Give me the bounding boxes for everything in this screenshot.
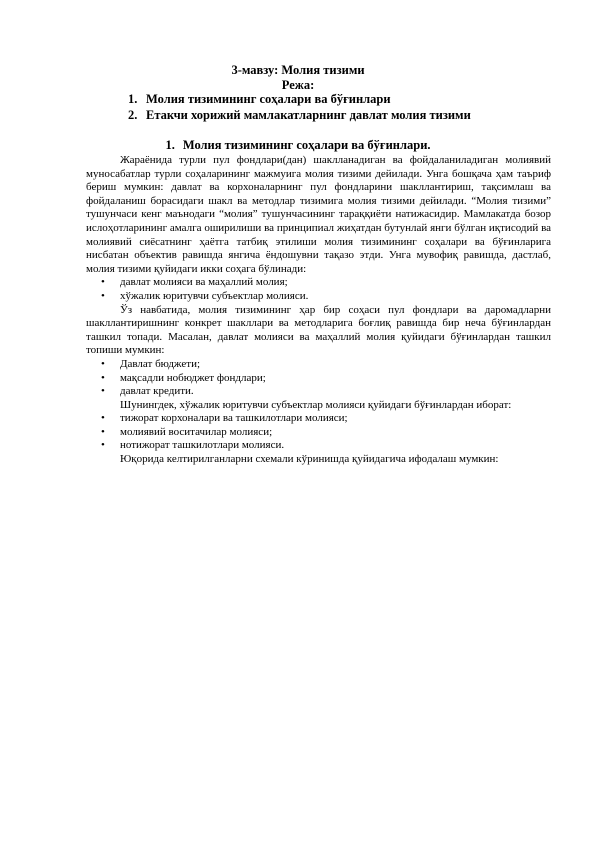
bullet-icon: • bbox=[101, 385, 105, 398]
bullet-icon: • bbox=[101, 425, 105, 438]
list-item-text: Давлат бюджети; bbox=[120, 357, 201, 370]
list-item bbox=[86, 276, 551, 290]
section-body bbox=[86, 154, 551, 467]
bullet-list bbox=[86, 412, 551, 453]
list-item bbox=[86, 385, 551, 399]
list-item-text: нотижорат ташкилотлари молияси. bbox=[120, 439, 285, 452]
list-item-text: давлат кредити. bbox=[120, 385, 194, 398]
plan-list bbox=[128, 91, 471, 123]
section-heading-text: Молия тизимининг соҳалари ва бўғинлари. bbox=[182, 138, 431, 152]
list-item bbox=[86, 412, 551, 426]
paragraph: Жараёнида турли пул фондлари(дан) шаклланадиган ва фойдаланиладиган молиявий муносабатлар турли соҳаларининг мажмуига молия тизими дейилади. Унга бошқача ҳам таъриф бериш мумкин: давлат ва корхоналарнинг пул фондларини шакллантириш, тақсимлаш ва фойдаланиш борасидаги шакл ва методлар тизимига молия тизими дейилади. “Молия тизими” тушунчаси кенг маънодаги “молия” тушунчасининг тараққиёти натижасидир. Мамлакатда бозор ислоҳотларининг амалга оширилиши ва принципиал жиҳатдан бутунлай янги бўлган иқтисодий ва молиявий сиёсатнинг ҳаётга татбиқ этилиши молия тизимининг соҳалари ва бўғинларига нисбатан объектив равишда янгича ёндошувни тақазо этди. Унга мувофиқ равишда, дастлаб, молия тизими қуйидаги икки соҳага бўлинади: bbox=[86, 154, 551, 275]
plan-item bbox=[128, 107, 471, 123]
list-item bbox=[86, 426, 551, 440]
paragraph: Юқорида келтирилганларни схемали кўринишда қуйидагича ифодалаш мумкин: bbox=[120, 453, 499, 466]
bullet-icon: • bbox=[101, 439, 105, 452]
section-heading bbox=[0, 138, 596, 152]
plan-item-text: Молия тизимининг соҳалари ва бўғинлари bbox=[146, 92, 391, 106]
plan-item-number: 2. bbox=[128, 108, 138, 122]
topic-title: 3-мавзу: Молия тизими bbox=[231, 63, 365, 77]
bullet-icon: • bbox=[101, 276, 105, 289]
paragraph: Ўз навбатида, молия тизимининг ҳар бир соҳаси пул фондлари ва даромадларни шакллантиришнинг конкрет шакллари ва методларига боғлиқ равишда бир неча бўғинлардан ташкил топади. Масалан, давлат молияси ва маҳаллий молия қуйидаги бўғинлардан ташкил топиши мумкин: bbox=[86, 303, 551, 357]
section-number: 1. bbox=[165, 138, 175, 152]
bullet-list bbox=[86, 358, 551, 399]
plan-item-text: Етакчи хорижий мамлакатларнинг давлат молия тизими bbox=[146, 108, 471, 122]
plan-label: Режа: bbox=[281, 78, 315, 92]
list-item bbox=[86, 372, 551, 386]
list-item bbox=[86, 358, 551, 372]
list-item-text: мақсадли нобюджет фондлари; bbox=[120, 371, 266, 384]
plan-item-number: 1. bbox=[128, 92, 138, 106]
list-item bbox=[86, 439, 551, 453]
list-item-text: хўжалик юритувчи субъектлар молияси. bbox=[120, 289, 309, 302]
bullet-list bbox=[86, 276, 551, 303]
list-item-text: тижорат корхоналари ва ташкилотлари молияси; bbox=[120, 412, 348, 425]
bullet-icon: • bbox=[101, 412, 105, 425]
plan-item bbox=[128, 91, 471, 107]
bullet-icon: • bbox=[101, 289, 105, 302]
bullet-icon: • bbox=[101, 357, 105, 370]
bullet-icon: • bbox=[101, 371, 105, 384]
list-item-text: молиявий воситачилар молияси; bbox=[120, 425, 273, 438]
paragraph: Шунингдек, хўжалик юритувчи субъектлар молияси қуйидаги бўғинлардан иборат: bbox=[120, 398, 512, 411]
list-item-text: давлат молияси ва маҳаллий молия; bbox=[120, 276, 288, 289]
list-item bbox=[86, 290, 551, 304]
